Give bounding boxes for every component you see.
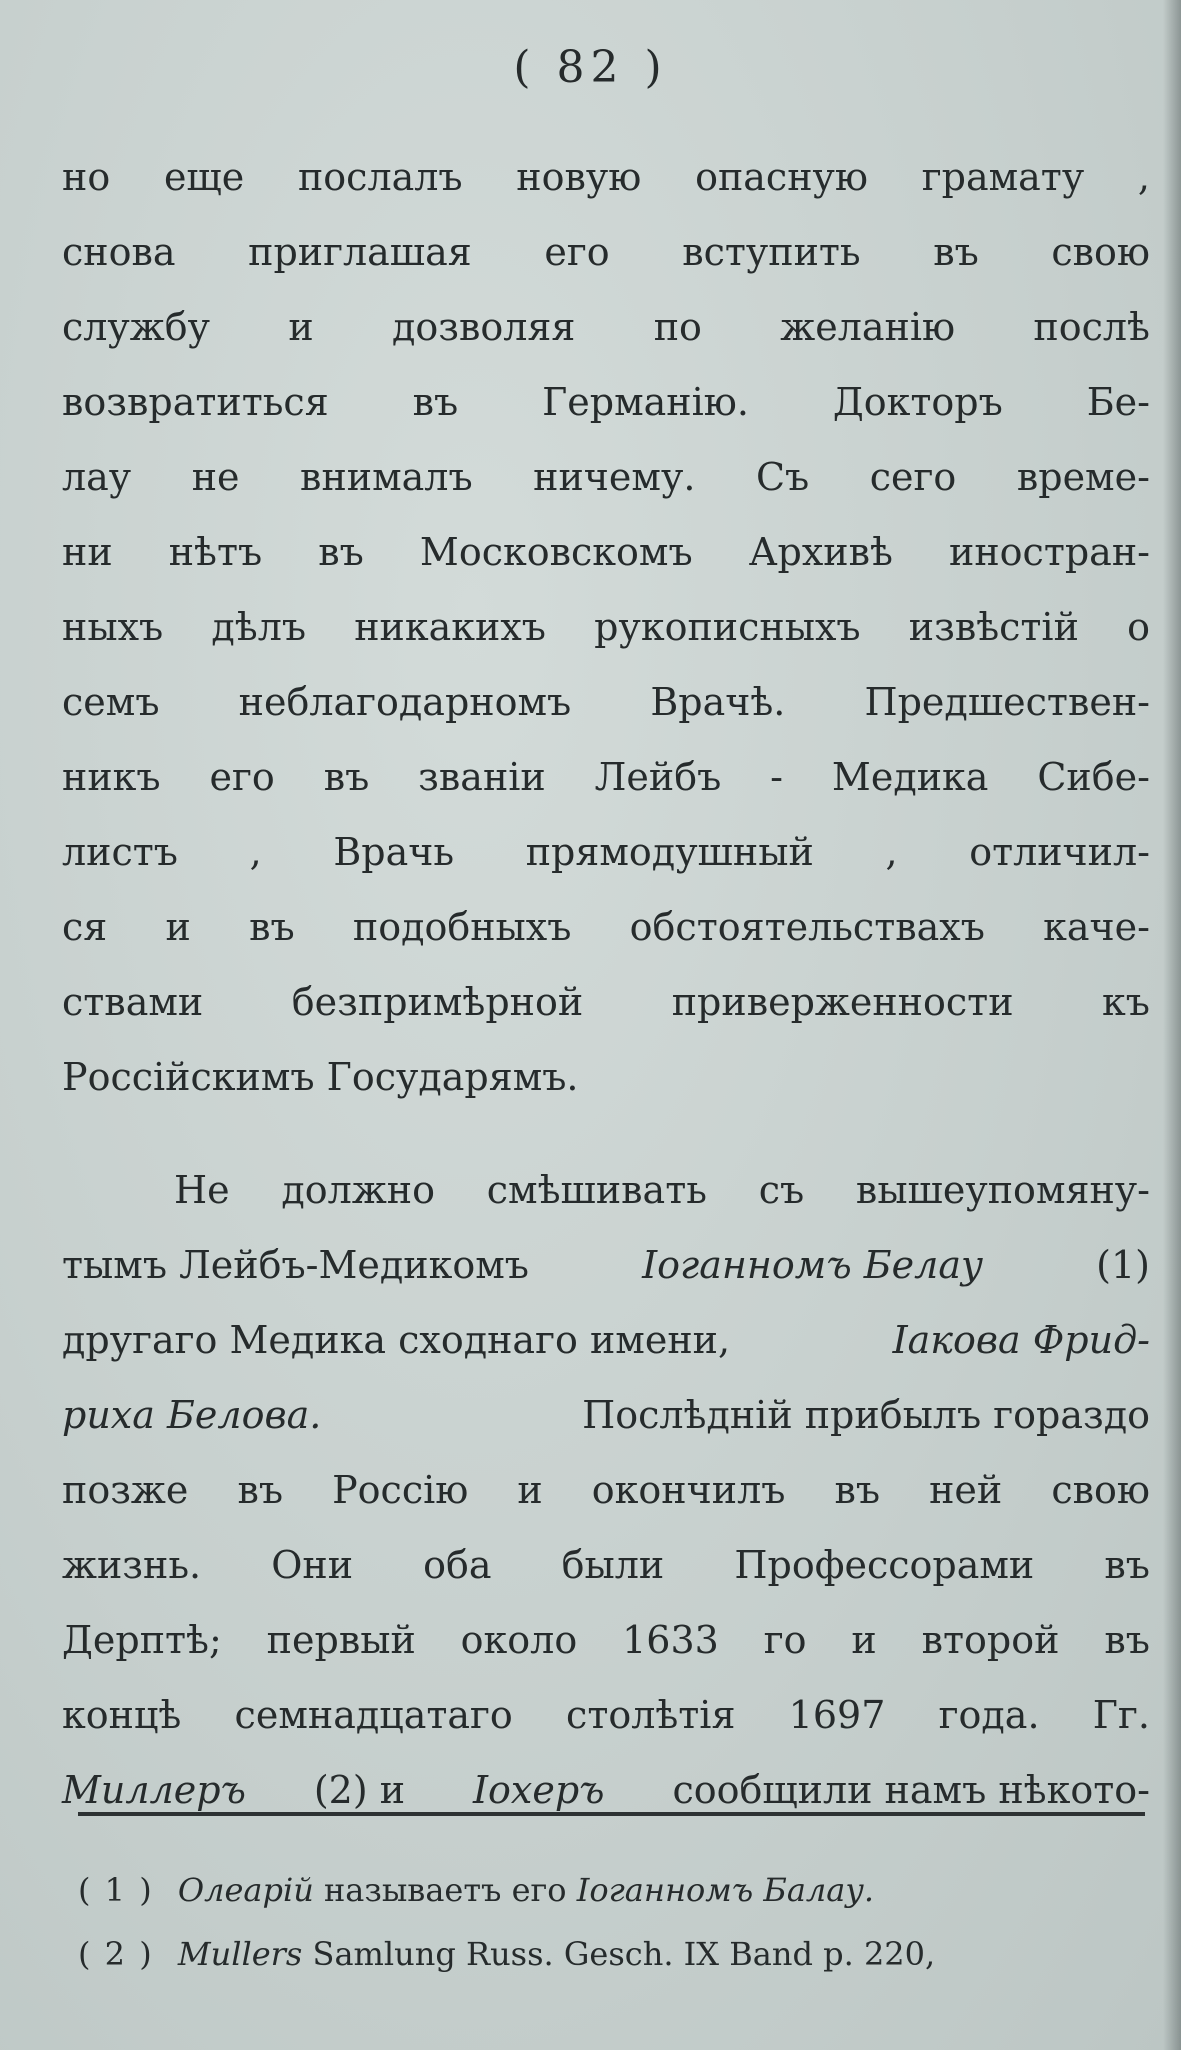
word: сего <box>869 455 957 499</box>
word: ни <box>62 530 113 574</box>
paragraph-gap <box>62 1115 1150 1153</box>
word: званіи <box>418 755 546 799</box>
word: рукописныхъ <box>594 605 861 649</box>
word: Дерптѣ; <box>62 1618 222 1662</box>
word: по <box>653 305 702 349</box>
word: столѣтія <box>566 1693 736 1737</box>
word: оба <box>423 1543 492 1587</box>
word: возвратиться <box>62 380 329 424</box>
word: и <box>288 305 314 349</box>
footnote-1: ( 1 ) Олеарій называетъ его Іоганномъ Балау. <box>78 1871 875 1909</box>
word: окончилъ <box>591 1468 786 1512</box>
text-line: Россійскимъ Государямъ. <box>62 1055 579 1099</box>
word: въ <box>1104 1543 1150 1587</box>
word: приглашая <box>248 230 472 274</box>
word: опасную <box>695 155 868 199</box>
word: каче- <box>1043 905 1150 949</box>
word: жизнь. <box>62 1543 202 1587</box>
word: и <box>517 1468 543 1512</box>
word: еще <box>163 155 245 199</box>
word: новую <box>516 155 642 199</box>
word: Они <box>271 1543 354 1587</box>
text-line: риха Белова. Послѣдній прибылъ гораздо <box>62 1378 1150 1453</box>
word: Гг. <box>1092 1693 1150 1737</box>
italic-name: Миллеръ <box>62 1768 246 1812</box>
word: Врачь <box>333 830 455 874</box>
word: - <box>770 755 784 799</box>
text-line: Миллеръ (2) и Іохеръ сообщили намъ нѣкото- <box>62 1753 1150 1828</box>
word: къ <box>1102 980 1150 1024</box>
word: грамату <box>921 155 1085 199</box>
footnote-mark: ( 2 ) <box>78 1935 154 1973</box>
text-line <box>62 590 1150 665</box>
main-text <box>62 140 1150 1828</box>
word: прямодушный <box>525 830 814 874</box>
word: смѣшивать <box>486 1168 707 1212</box>
word: никакихъ <box>354 605 546 649</box>
word: Съ <box>755 455 810 499</box>
word: Сибе- <box>1037 755 1150 799</box>
text-line <box>62 740 1150 815</box>
word: вступить <box>682 230 861 274</box>
text-line: другаго Медика сходнаго имени, Іакова Фрид- <box>62 1303 1150 1378</box>
word: о <box>1127 605 1150 649</box>
word: свою <box>1051 230 1150 274</box>
word: никъ <box>62 755 161 799</box>
text-line <box>62 1453 1150 1528</box>
word: , <box>249 830 262 874</box>
word: Московскомъ <box>419 530 693 574</box>
word: и <box>851 1618 877 1662</box>
word: семъ <box>62 680 160 724</box>
text-line <box>62 290 1150 365</box>
word: Предшествен- <box>864 680 1150 724</box>
word: должно <box>281 1168 435 1212</box>
word: не <box>191 455 240 499</box>
text-line <box>62 1153 1150 1228</box>
page-number: ( 82 ) <box>513 42 668 93</box>
word: свою <box>1051 1468 1150 1512</box>
word: ствами <box>62 980 204 1024</box>
word: Не <box>174 1168 230 1212</box>
word: службу <box>62 305 210 349</box>
word: ничему. <box>533 455 696 499</box>
word: време- <box>1016 455 1150 499</box>
word: , <box>1137 155 1150 199</box>
text-line <box>62 1603 1150 1678</box>
word: послалъ <box>297 155 463 199</box>
word: 1633 <box>622 1618 719 1662</box>
footnote-mark: ( 1 ) <box>78 1871 154 1909</box>
word: безпримѣрной <box>291 980 584 1024</box>
italic-name: Іохеръ <box>473 1768 605 1812</box>
word: подобныхъ <box>352 905 572 949</box>
word: семнадцатаго <box>234 1693 513 1737</box>
text-line <box>62 1678 1150 1753</box>
word: въ <box>1104 1618 1150 1662</box>
word: дѣлъ <box>211 605 307 649</box>
word: Врачѣ. <box>650 680 786 724</box>
word: приверженности <box>671 980 1014 1024</box>
word: первый <box>266 1618 416 1662</box>
word: послѣ <box>1033 305 1150 349</box>
text-line <box>62 515 1150 590</box>
word: Профессорами <box>734 1543 1035 1587</box>
word: но <box>62 155 111 199</box>
word: въ <box>323 755 370 799</box>
text-line <box>62 965 1150 1040</box>
text-line <box>62 140 1150 215</box>
word: нѣтъ <box>168 530 263 574</box>
word: года. <box>938 1693 1040 1737</box>
text-line <box>62 665 1150 740</box>
word: снова <box>62 230 176 274</box>
word: отличил- <box>969 830 1150 874</box>
italic-name: Іакова Фрид- <box>892 1318 1150 1362</box>
word: Лейбъ <box>594 755 722 799</box>
word: были <box>561 1543 665 1587</box>
text-line <box>62 440 1150 515</box>
word: неблагодарномъ <box>238 680 572 724</box>
text-line: тымъ Лейбъ-Медикомъ Іоганномъ Белау (1) <box>62 1228 1150 1303</box>
word: вышеупомяну- <box>855 1168 1150 1212</box>
word: ней <box>929 1468 1003 1512</box>
footnote-divider <box>78 1812 1145 1816</box>
word: извѣстій <box>908 605 1079 649</box>
page-edge-shadow <box>1163 0 1181 2050</box>
word: иностран- <box>949 530 1150 574</box>
word: второй <box>921 1618 1060 1662</box>
word: въ <box>249 905 295 949</box>
text-line <box>62 815 1150 890</box>
word: концѣ <box>62 1693 182 1737</box>
text-line <box>62 1528 1150 1603</box>
word: листъ <box>62 830 178 874</box>
word: Германію. <box>542 380 749 424</box>
italic-name: Іоганномъ Белау <box>642 1243 984 1287</box>
word: лау <box>62 455 132 499</box>
word: Бе- <box>1086 380 1150 424</box>
word: съ <box>758 1168 805 1212</box>
word: внималъ <box>300 455 473 499</box>
word: ся <box>62 905 108 949</box>
word: въ <box>318 530 364 574</box>
italic-name: риха Белова. <box>62 1393 322 1437</box>
footnote-2: ( 2 ) Mullers Samlung Russ. Gesch. IX Band p. 220, <box>78 1935 936 1973</box>
word: въ <box>237 1468 284 1512</box>
word: въ <box>412 380 459 424</box>
word: , <box>885 830 898 874</box>
word: и <box>165 905 191 949</box>
word: дозволяя <box>392 305 576 349</box>
footnote-ref: (1) <box>1096 1243 1150 1287</box>
word: въ <box>933 230 979 274</box>
word: обстоятельствахъ <box>629 905 985 949</box>
word: его <box>544 230 610 274</box>
word: ныхъ <box>62 605 164 649</box>
word: 1697 <box>788 1693 886 1737</box>
text-line <box>62 215 1150 290</box>
word: позже <box>62 1468 189 1512</box>
word: его <box>209 755 275 799</box>
word: го <box>763 1618 807 1662</box>
word: Докторъ <box>832 380 1003 424</box>
word: Архивѣ <box>748 530 893 574</box>
word: около <box>460 1618 578 1662</box>
word: желанію <box>780 305 956 349</box>
word: Медика <box>831 755 989 799</box>
text-line <box>62 365 1150 440</box>
word: Россію <box>332 1468 469 1512</box>
text-line <box>62 890 1150 965</box>
word: въ <box>834 1468 881 1512</box>
footnotes <box>78 1858 1145 1986</box>
